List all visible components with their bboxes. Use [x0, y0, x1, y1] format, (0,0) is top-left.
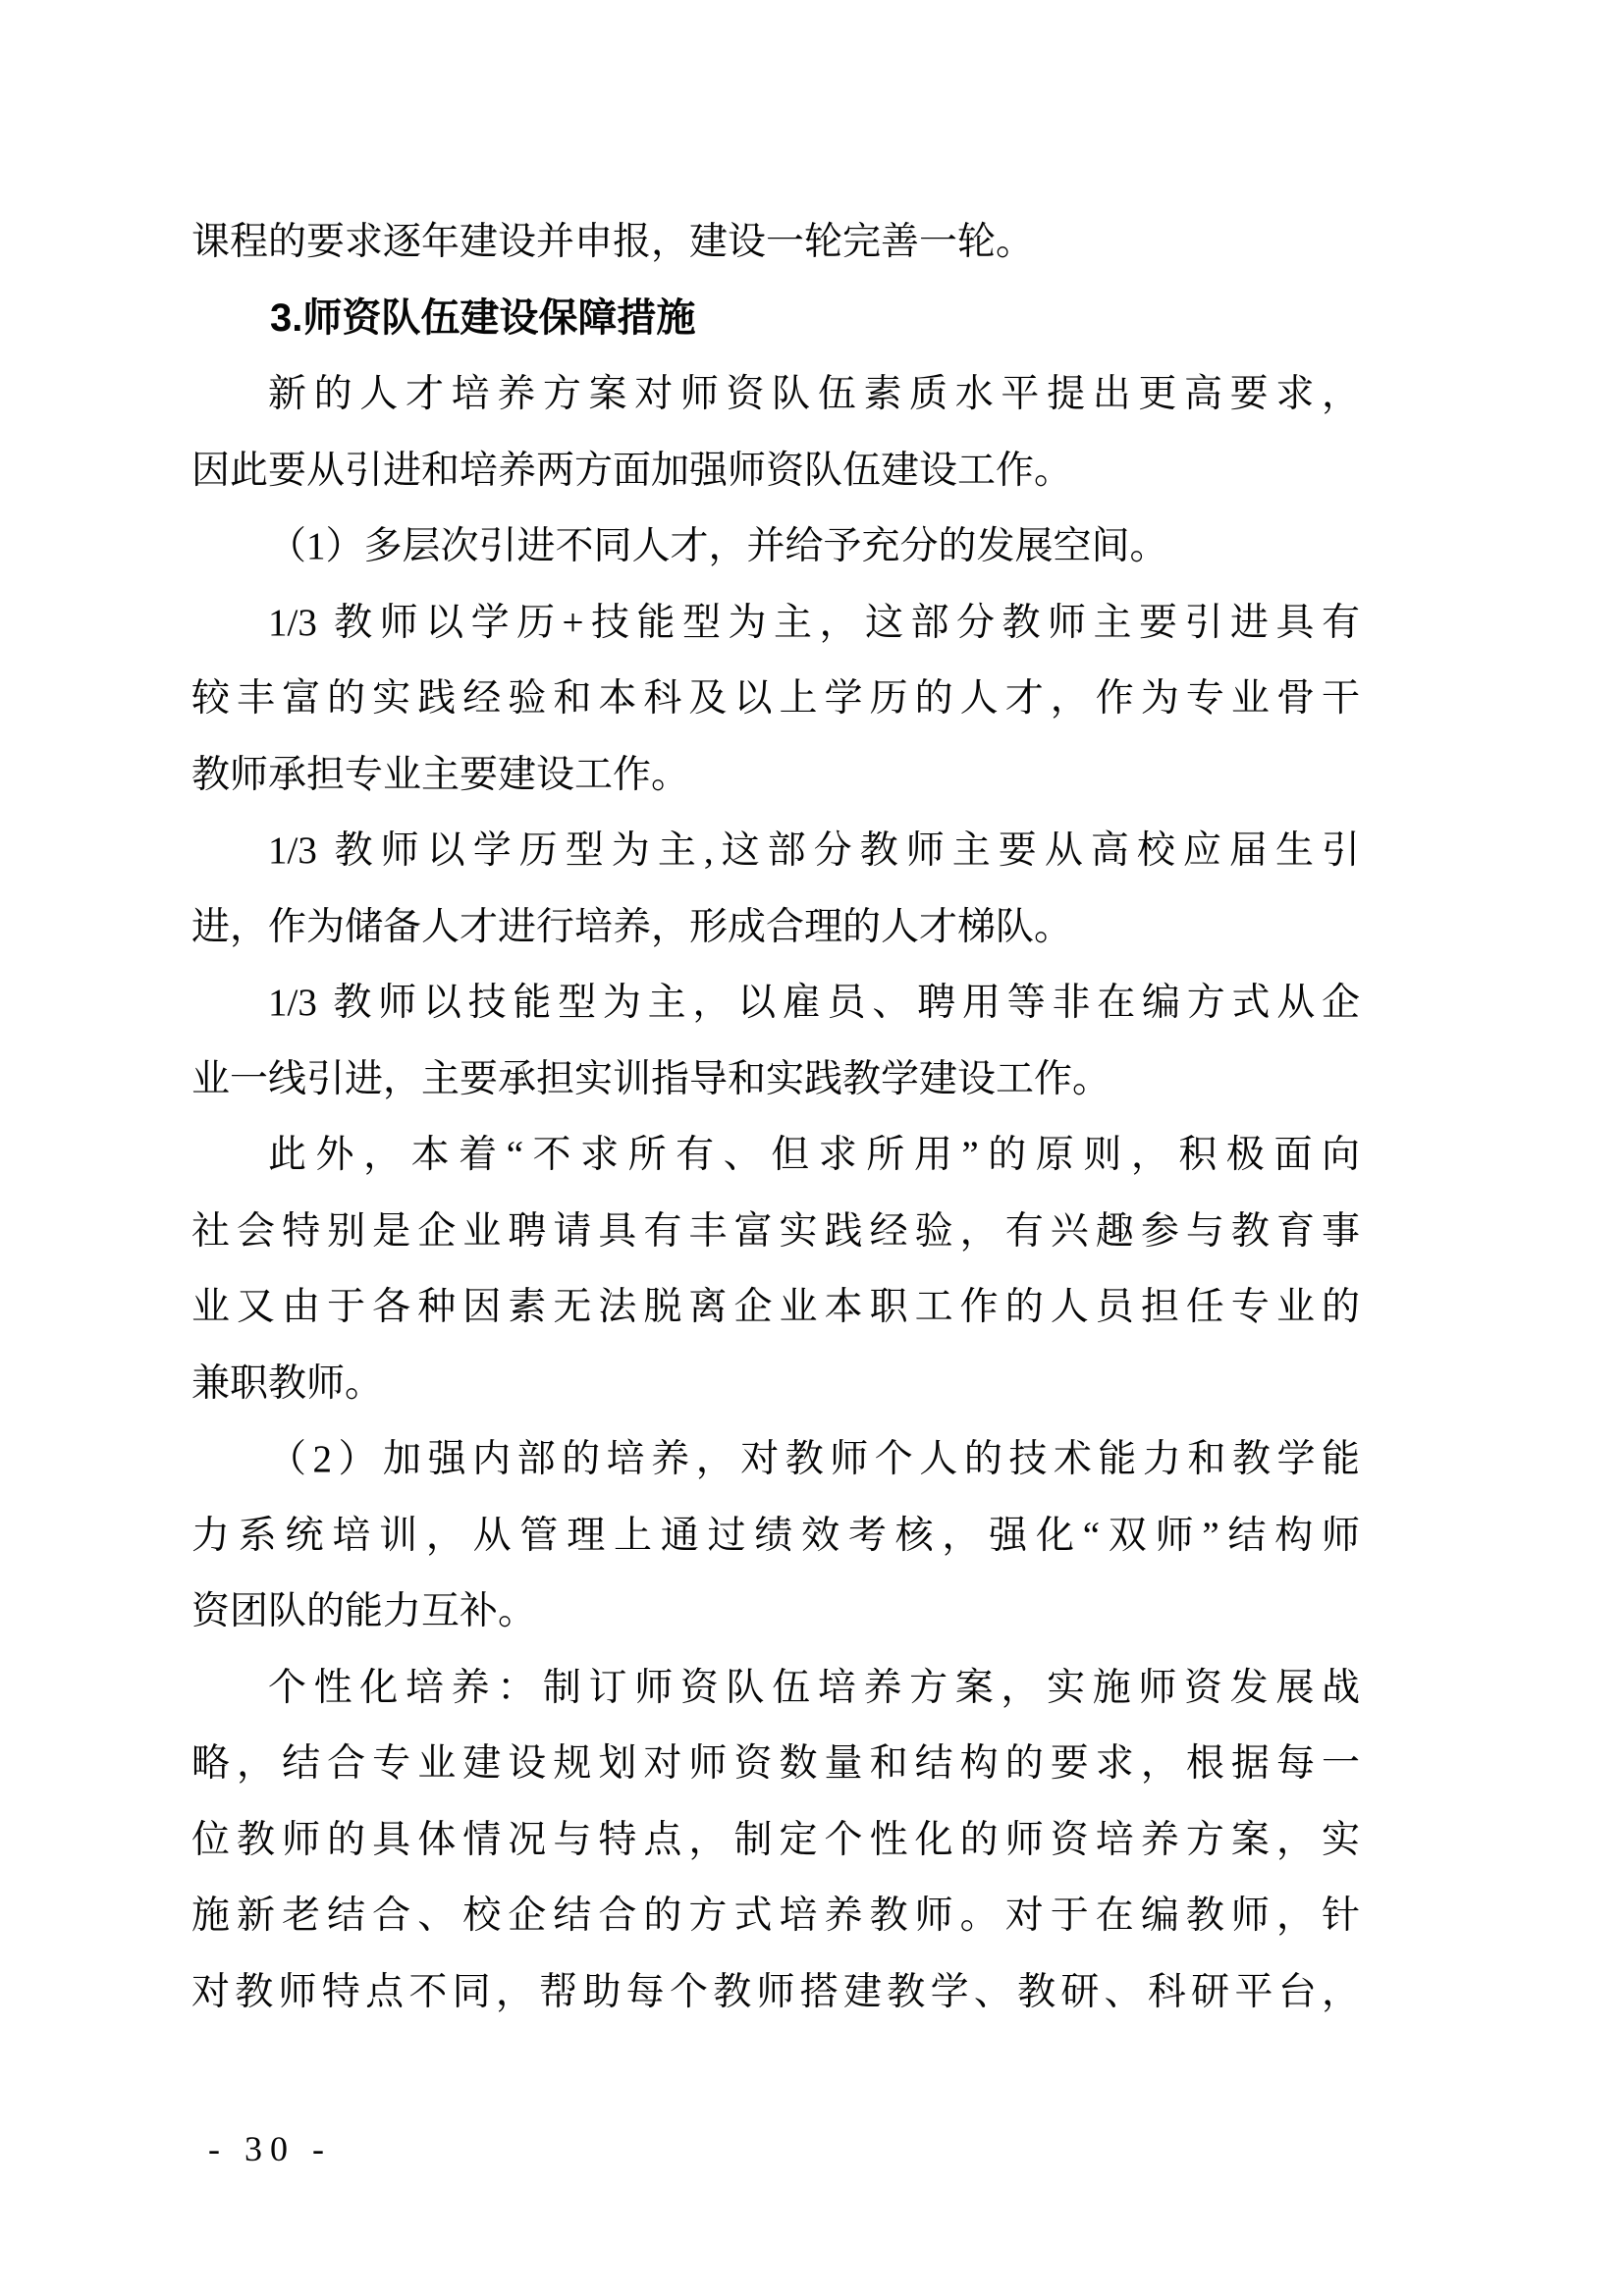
text-line: 略，结合专业建设规划对师资数量和结构的要求，根据每一 — [191, 1742, 1360, 1785]
text-line: 施新老结合、校企结合的方式培养教师。对于在编教师，针 — [191, 1895, 1360, 1937]
document-body — [191, 204, 1360, 2030]
text-line: 新的人才培养方案对师资队伍素质水平提出更高要求， — [268, 373, 1360, 415]
text-line: 对教师特点不同，帮助每个教师搭建教学、教研、科研平台， — [191, 1970, 1360, 2013]
text-line: 社会特别是企业聘请具有丰富实践经验，有兴趣参与教育事 — [191, 1209, 1360, 1253]
section-heading: 3.师资队伍建设保障措施 — [270, 295, 696, 340]
text-line: 因此要从引进和培养两方面加强师资队伍建设工作。 — [191, 449, 1073, 492]
text-line: 教师承担专业主要建设工作。 — [191, 753, 690, 796]
text-line: 较丰富的实践经验和本科及以上学历的人才，作为专业骨干 — [191, 677, 1360, 720]
page-number: - 30 - — [208, 2129, 332, 2168]
text-line: （2）加强内部的培养，对教师个人的技术能力和教学能 — [268, 1438, 1360, 1480]
text-line: 位教师的具体情况与特点，制定个性化的师资培养方案，实 — [191, 1818, 1360, 1861]
text-line: 兼职教师。 — [191, 1362, 384, 1405]
text-line: 业一线引进，主要承担实训指导和实践教学建设工作。 — [191, 1057, 1111, 1100]
text-line: 1/3 教师以技能型为主，以雇员、聘用等非在编方式从企 — [268, 982, 1360, 1024]
text-line: 进，作为储备人才进行培养，形成合理的人才梯队。 — [191, 905, 1073, 948]
text-line: 业又由于各种因素无法脱离企业本职工作的人员担任专业的 — [191, 1286, 1360, 1328]
text-line: 课程的要求逐年建设并申报，建设一轮完善一轮。 — [191, 221, 1035, 263]
text-line: （1）多层次引进不同人才，并给予充分的发展空间。 — [268, 525, 1168, 567]
text-line: 1/3 教师以学历+技能型为主，这部分教师主要引进具有 — [268, 601, 1360, 644]
text-line: 资团队的能力互补。 — [191, 1590, 537, 1632]
text-line: 个性化培养：制订师资队伍培养方案，实施师资发展战 — [268, 1666, 1360, 1709]
text-line: 此外，本着“不求所有、但求所用”的原则，积极面向 — [268, 1134, 1360, 1176]
text-line: 力系统培训，从管理上通过绩效考核，强化“双师”结构师 — [191, 1514, 1360, 1557]
text-line: 1/3 教师以学历型为主,这部分教师主要从高校应届生引 — [268, 829, 1360, 872]
